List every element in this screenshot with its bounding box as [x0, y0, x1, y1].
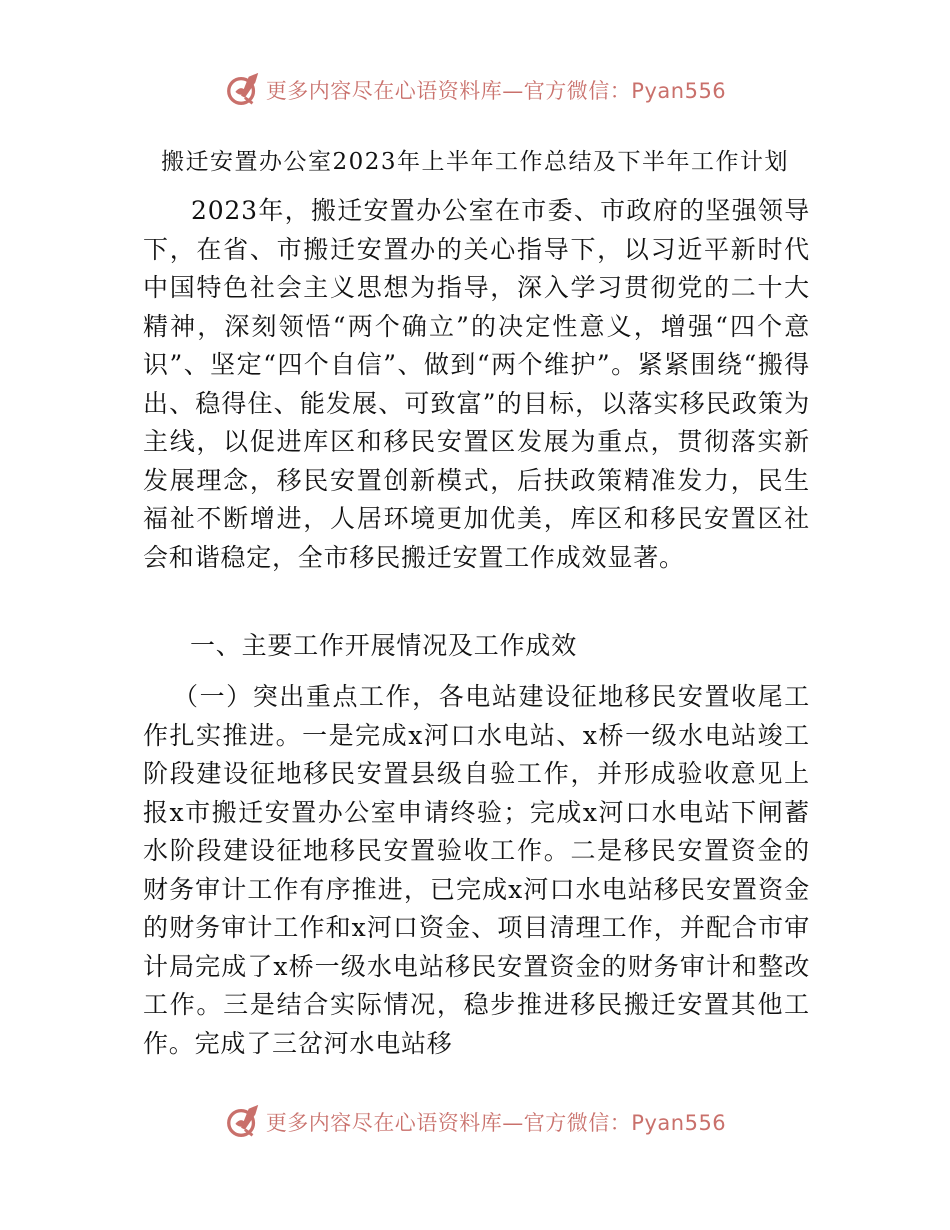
document-title: 搬迁安置办公室2023年上半年工作总结及下半年工作计划 [160, 149, 790, 175]
section-heading: 一、主要工作开展情况及工作成效 [190, 631, 578, 660]
intro-paragraph: 2023年，搬迁安置办公室在市委、市政府的坚强领导下，在省、市搬迁安置办的关心指导下，以习近平新时代中国特色社会主义思想为指导，深入学习贯彻党的二十大精神，深刻领悟“两个确立”的决定性意义，增强“四个意识”、坚定“四个自信”、做到“两个维护”。紧紧围绕“搬得出、稳得住、能发展、可致富”的目标，以落实移民政策为主线，以促进库区和移民安置区发展为重点，贯彻落实新发展理念，移民安置创新模式，后扶政策精准发力，民生福祉不断增进，人居环境更加优美，库区和移民安置区社会和谐稳定，全市移民搬迁安置工作成效显著。 [143, 196, 810, 572]
watermark-text-bottom: 更多内容尽在心语资料库—官方微信：Pyan556 [265, 1111, 727, 1135]
logo-icon [224, 71, 262, 109]
watermark-banner-bottom [0, 1100, 950, 1144]
watermark-text-top: 更多内容尽在心语资料库—官方微信：Pyan556 [265, 79, 727, 103]
logo-icon [224, 1103, 262, 1141]
section-paragraph: （一）突出重点工作，各电站建设征地移民安置收尾工作扎实推进。一是完成x河口水电站、x桥一级水电站竣工阶段建设征地移民安置县级自验工作，并形成验收意见上报x市搬迁安置办公室申请终验；完成x河口水电站下闸蓄水阶段建设征地移民安置验收工作。二是移民安置资金的财务审计工作有序推进，已完成x河口水电站移民安置资金的财务审计工作和x河口资金、项目清理工作，并配合市审计局完成了x桥一级水电站移民安置资金的财务审计和整改工作。三是结合实际情况，稳步推进移民搬迁安置其他工作。完成了三岔河水电站移 [143, 682, 810, 1058]
watermark-banner-top [0, 68, 950, 112]
